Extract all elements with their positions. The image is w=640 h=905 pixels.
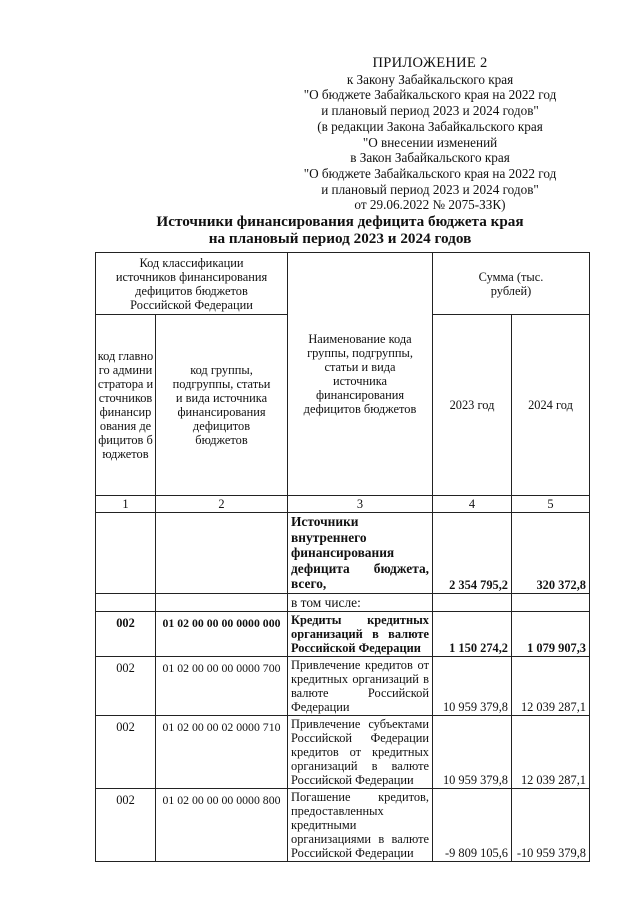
cell-code: 01 02 00 00 02 0000 710: [156, 716, 288, 789]
header-sum: Сумма (тыс. рублей): [433, 253, 590, 315]
appendix-line: от 29.06.2022 № 2075-ЗЗК): [354, 197, 506, 213]
table-row: [96, 657, 590, 716]
cell-2023: -9 809 105,6: [433, 789, 512, 862]
column-number: 3: [288, 496, 433, 513]
document-title: [80, 213, 600, 247]
cell-name: в том числе:: [288, 593, 433, 612]
table-row: [96, 716, 590, 789]
cell-admin: 002: [96, 657, 156, 716]
cell-code: 01 02 00 00 00 0000 800: [156, 789, 288, 862]
cell-2024: 12 039 287,1: [512, 716, 590, 789]
appendix-line: "О внесении изменений: [362, 134, 498, 150]
cell-2024: -10 959 379,8: [512, 789, 590, 862]
table-row: [96, 789, 590, 862]
header-classification-code: Код классификации источников финансирования дефицитов бюджетов Российской Федерации: [96, 253, 288, 315]
cell-2023: 10 959 379,8: [433, 716, 512, 789]
header-administrator-code: код главного администратора источников финансирования дефицитов бюджетов: [96, 315, 156, 496]
table-row: [96, 513, 590, 594]
appendix-line: к Закону Забайкальского края: [346, 71, 514, 87]
cell-admin: [96, 513, 156, 594]
cell-2023: 10 959 379,8: [433, 657, 512, 716]
cell-2024: 1 079 907,3: [512, 612, 590, 657]
appendix-line: "О бюджете Забайкальского края на 2022 год: [303, 87, 557, 103]
document-title-line-1: Источники финансирования дефицита бюджета края: [156, 213, 524, 230]
appendix-line: в Закон Забайкальского края: [350, 150, 510, 166]
cell-admin: [96, 593, 156, 612]
appendix-line: и плановый период 2023 и 2024 годов": [321, 103, 539, 119]
cell-name: Привлечение субъектами Российской Федерации кредитов от кредитных организаций в валюте Российской Федерации: [288, 716, 433, 789]
cell-2024: 320 372,8: [512, 513, 590, 594]
column-number: 5: [512, 496, 590, 513]
table-row: [96, 612, 590, 657]
financing-sources-table: [95, 252, 590, 862]
cell-name: Кредиты кредитных организаций в валюте Российской Федерации: [288, 612, 433, 657]
column-number: 1: [96, 496, 156, 513]
table-row: [96, 593, 590, 612]
header-name: Наименование кода группы, подгруппы, статьи и вида источника финансирования дефицитов бюджетов: [288, 253, 433, 496]
cell-2023: 1 150 274,2: [433, 612, 512, 657]
appendix-title: ПРИЛОЖЕНИЕ 2: [372, 55, 488, 71]
cell-admin: 002: [96, 789, 156, 862]
cell-admin: 002: [96, 716, 156, 789]
cell-code: [156, 513, 288, 594]
cell-name: Источники внутреннего финансирования дефицита бюджета, всего,: [288, 513, 433, 594]
cell-code: [156, 593, 288, 612]
cell-2024: 12 039 287,1: [512, 657, 590, 716]
cell-name: Привлечение кредитов от кредитных организаций в валюте Российской Федерации: [288, 657, 433, 716]
cell-2023: [433, 593, 512, 612]
column-number: 2: [156, 496, 288, 513]
cell-2024: [512, 593, 590, 612]
appendix-line: и плановый период 2023 и 2024 годов": [321, 181, 539, 197]
appendix-line: "О бюджете Забайкальского края на 2022 год: [303, 165, 557, 181]
column-number: 4: [433, 496, 512, 513]
appendix-line: (в редакции Закона Забайкальского края: [317, 118, 543, 134]
document-title-line-2: на плановый период 2023 и 2024 годов: [208, 230, 472, 247]
header-row-1: [96, 253, 590, 315]
column-number-row: [96, 496, 590, 513]
cell-code: 01 02 00 00 00 0000 000: [156, 612, 288, 657]
cell-admin: 002: [96, 612, 156, 657]
header-year-2024: 2024 год: [512, 315, 590, 496]
appendix-header: [300, 56, 560, 213]
cell-2023: 2 354 795,2: [433, 513, 512, 594]
cell-code: 01 02 00 00 00 0000 700: [156, 657, 288, 716]
header-group-code: код группы, подгруппы, статьи и вида источника финансирования дефицитов бюджетов: [156, 315, 288, 496]
header-year-2023: 2023 год: [433, 315, 512, 496]
cell-name: Погашение кредитов, предоставленных кредитными организациями в валюте Российской Федерации: [288, 789, 433, 862]
